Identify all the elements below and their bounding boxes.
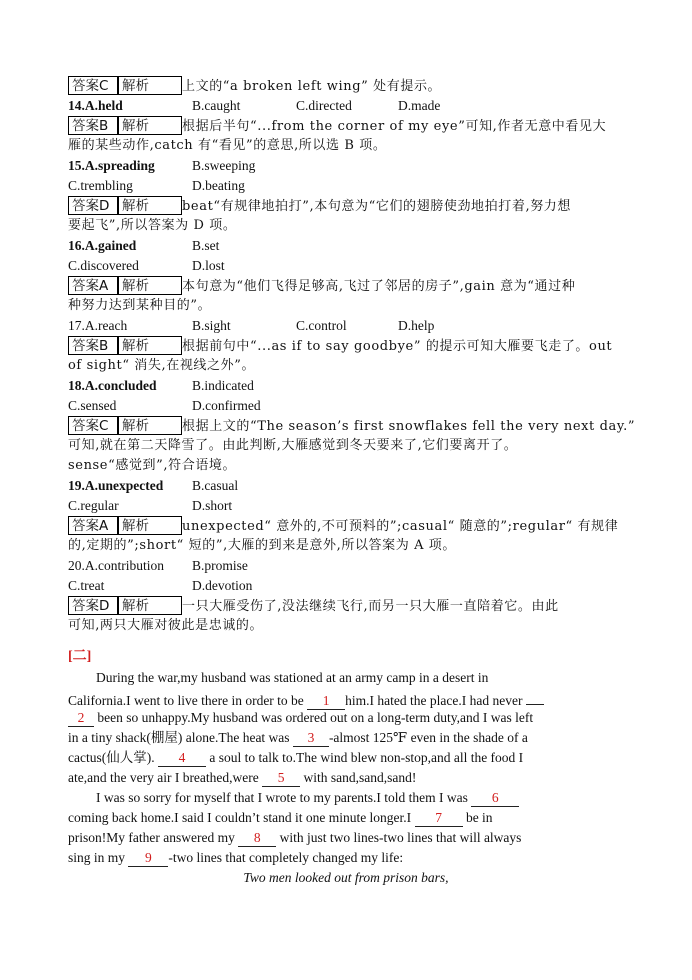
option-c: C.control xyxy=(296,318,347,333)
passage-line: 2 been so unhappy.My husband was ordered out on a long-term duty,and I was left xyxy=(68,708,624,728)
passage-line: ate,and the very air I breathed,were 5 with sand,sand,sand! xyxy=(68,770,417,785)
blank-4[interactable]: 4 xyxy=(158,750,206,767)
options-row-18a xyxy=(68,376,624,396)
answer-tag: 答案D xyxy=(68,596,118,615)
option-b: B.casual xyxy=(192,478,239,493)
explain-tag: 解析 xyxy=(118,196,182,215)
option-a: 17.A.reach xyxy=(68,318,128,333)
explain-text-cont: 可知,就在第二天降雪了。由此判断,大雁感觉到冬天要来了,它们要离开了。 xyxy=(68,438,518,453)
option-a: 18.A.concluded xyxy=(68,378,157,393)
explain-text-cont: 雁的某些动作,catch 有“看见”的意思,所以选 B 项。 xyxy=(68,138,387,153)
explain-tag: 解析 xyxy=(118,276,182,295)
option-d: D.devotion xyxy=(192,578,253,593)
option-a: 20.A.contribution xyxy=(68,558,164,573)
option-b: B.sweeping xyxy=(192,158,256,173)
blank-6[interactable]: 6 xyxy=(471,790,519,807)
passage-line: cactus(仙人掌). 4 a soul to talk to.The wind blew non-stop,and all the food I xyxy=(68,750,524,765)
answer-tag: 答案B xyxy=(68,116,118,135)
option-d: D.confirmed xyxy=(192,398,261,413)
answer-tag: 答案B xyxy=(68,336,118,355)
answer-row-16 xyxy=(68,276,624,296)
option-d: D.help xyxy=(398,318,435,333)
option-b: B.set xyxy=(192,238,220,253)
answer-row-20 xyxy=(68,596,624,616)
explain-text-cont: sense“感觉到”,符合语境。 xyxy=(68,458,237,473)
option-d: D.short xyxy=(192,498,233,513)
passage-line: prison!My father answered my 8 with just two lines-two lines that will always xyxy=(68,830,522,845)
option-b: B.promise xyxy=(192,558,248,573)
explain-tag: 解析 xyxy=(118,336,182,355)
answer-tag: 答案D xyxy=(68,196,118,215)
options-row-20b xyxy=(68,576,624,596)
option-b: B.indicated xyxy=(192,378,254,393)
options-row-14 xyxy=(68,96,624,116)
options-row-19a xyxy=(68,476,624,496)
option-a: 15.A.spreading xyxy=(68,158,155,173)
answer-tag: 答案C xyxy=(68,76,118,95)
blank-1[interactable]: 1 xyxy=(307,693,345,710)
answer-tag: 答案C xyxy=(68,416,118,435)
option-c: C.sensed xyxy=(68,398,117,413)
answer-tag: 答案A xyxy=(68,276,118,295)
option-c: C.regular xyxy=(68,498,119,513)
explain-text-cont: 的,定期的”;short“ 短的”,大雁的到来是意外,所以答案为 A 项。 xyxy=(68,538,457,553)
blank-2[interactable]: 2 xyxy=(68,710,94,727)
option-b: B.sight xyxy=(192,318,231,333)
explain-text: unexpected“ 意外的,不可预料的”;casual“ 随意的”;regular“ 有规律 xyxy=(182,519,619,534)
option-a: 16.A.gained xyxy=(68,238,137,253)
option-c: C.treat xyxy=(68,578,105,593)
option-a: 19.A.unexpected xyxy=(68,478,164,493)
option-d: D.beating xyxy=(192,178,245,193)
explain-text: 根据上文的“The season’s first snowflakes fell the very next day.” xyxy=(182,419,636,434)
blank-2-start[interactable] xyxy=(526,688,544,705)
passage-line: sing in my 9 -two lines that completely changed my life: xyxy=(68,850,404,865)
option-c: C.trembling xyxy=(68,178,133,193)
blank-3[interactable]: 3 xyxy=(293,730,329,747)
options-row-15b xyxy=(68,176,624,196)
passage xyxy=(68,668,624,888)
passage-line: in a tiny shack(棚屋) alone.The heat was 3 -almost 125℉ even in the shade of a xyxy=(68,730,528,745)
options-row-18b xyxy=(68,396,624,416)
passage-line: coming back home.I said I couldn’t stand it one minute longer.I 7 be in xyxy=(68,810,493,825)
passage-line: California.I went to live there in order to be 1 him.I hated the place.I had never xyxy=(68,688,624,708)
answer-row-13 xyxy=(68,76,624,96)
options-row-19b xyxy=(68,496,624,516)
options-row-16a xyxy=(68,236,624,256)
section-title: [二] xyxy=(68,649,92,664)
options-row-17 xyxy=(68,316,624,336)
explain-tag: 解析 xyxy=(118,76,182,95)
passage-line: During the war,my husband was stationed at an army camp in a desert in xyxy=(96,670,489,685)
options-row-15a xyxy=(68,156,624,176)
explain-tag: 解析 xyxy=(118,516,182,535)
blank-8[interactable]: 8 xyxy=(238,830,276,847)
explain-tag: 解析 xyxy=(118,416,182,435)
answer-tag: 答案A xyxy=(68,516,118,535)
explain-text: 一只大雁受伤了,没法继续飞行,而另一只大雁一直陪着它。由此 xyxy=(182,599,559,614)
explain-tag: 解析 xyxy=(118,116,182,135)
option-c: C.discovered xyxy=(68,258,139,273)
answer-row-15 xyxy=(68,196,624,216)
option-b: B.caught xyxy=(192,98,241,113)
blank-5[interactable]: 5 xyxy=(262,770,300,787)
option-a: 14.A.held xyxy=(68,98,123,113)
explain-text-cont: 要起飞”,所以答案为 D 项。 xyxy=(68,218,237,233)
answer-row-19 xyxy=(68,516,624,536)
explain-text-cont: 种努力达到某种目的”。 xyxy=(68,298,212,313)
worksheet-page xyxy=(68,76,636,888)
explain-text: 上文的“a broken left wing” 处有提示。 xyxy=(182,79,442,94)
explain-text: 本句意为“他们飞得足够高,飞过了邻居的房子”,gain 意为“通过种 xyxy=(182,279,576,294)
explain-text: 根据前句中“...as if to say goodbye” 的提示可知大雁要飞走了。out xyxy=(182,339,613,354)
explain-text-cont: 可知,两只大雁对彼此是忠诚的。 xyxy=(68,618,264,633)
explain-tag: 解析 xyxy=(118,596,182,615)
option-d: D.lost xyxy=(192,258,225,273)
option-c: C.directed xyxy=(296,98,352,113)
explain-text-cont: of sight“ 消失,在视线之外”。 xyxy=(68,358,256,373)
options-row-16b xyxy=(68,256,624,276)
blank-7[interactable]: 7 xyxy=(415,810,463,827)
answer-row-17 xyxy=(68,336,624,356)
poem-line: Two men looked out from prison bars, xyxy=(243,870,449,885)
option-d: D.made xyxy=(398,98,441,113)
blank-9[interactable]: 9 xyxy=(128,850,168,867)
answer-row-14 xyxy=(68,116,624,136)
passage-line: I was so sorry for myself that I wrote to my parents.I told them I was 6 xyxy=(68,788,624,808)
explain-text: 根据后半句“...from the corner of my eye”可知,作者无意中看见大 xyxy=(182,119,607,134)
options-row-20a xyxy=(68,556,624,576)
explain-text: beat“有规律地拍打”,本句意为“它们的翅膀使劲地拍打着,努力想 xyxy=(182,199,571,214)
answer-row-18 xyxy=(68,416,636,436)
